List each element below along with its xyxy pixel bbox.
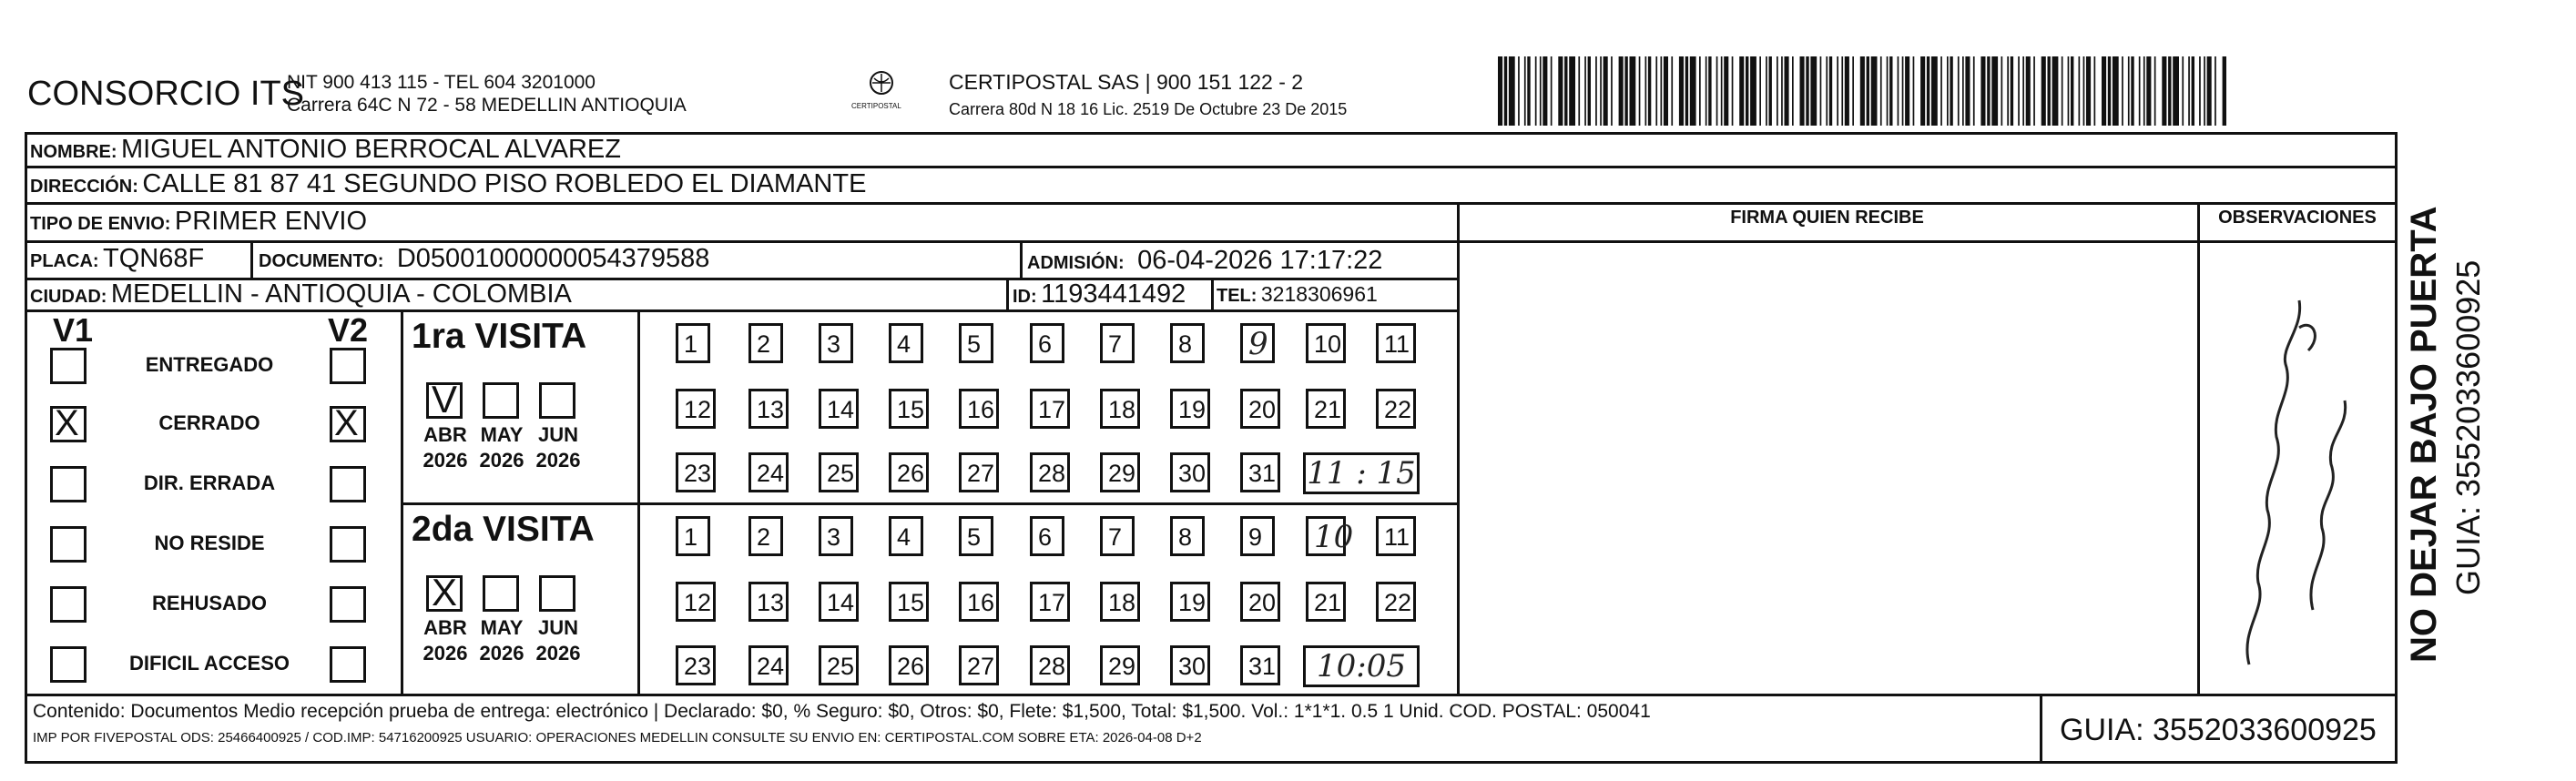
company-address: Carrera 64C N 72 - 58 MEDELLIN ANTIOQUIA — [287, 95, 687, 116]
day-box[interactable]: 19 — [1170, 389, 1210, 429]
day-box[interactable]: 23 — [676, 452, 716, 492]
day-box[interactable]: 20 — [1240, 389, 1280, 429]
direccion-value: CALLE 81 87 41 SEGUNDO PISO ROBLEDO EL DIAMANTE — [142, 169, 867, 198]
documento-value: D05001000000054379588 — [396, 244, 710, 273]
day-box[interactable]: 12 — [676, 389, 716, 429]
v2-checkbox[interactable] — [330, 348, 366, 384]
month-checkbox[interactable] — [539, 575, 575, 612]
month-label: ABR — [423, 616, 467, 639]
day-box[interactable]: 31 — [1240, 645, 1280, 685]
day-box[interactable]: 31 — [1240, 452, 1280, 492]
month-label: JUN — [537, 616, 578, 639]
v2-checkbox[interactable] — [330, 586, 366, 623]
day-box[interactable]: 18 — [1100, 582, 1140, 622]
month-label: JUN — [537, 423, 578, 446]
day-box[interactable]: 3 — [819, 516, 853, 556]
day-box[interactable]: 25 — [819, 452, 859, 492]
day-box[interactable]: 15 — [889, 389, 929, 429]
year-label: 2026 — [535, 449, 581, 472]
direccion-label: DIRECCIÓN: — [30, 177, 138, 197]
day-box[interactable]: 2 — [748, 516, 783, 556]
year-label: 2026 — [479, 449, 524, 472]
tel-label: TEL: — [1217, 286, 1257, 306]
tipo-envio-label: TIPO DE ENVIO: — [30, 214, 171, 234]
status-label: REHUSADO — [152, 592, 267, 614]
day-box[interactable]: 10 — [1306, 323, 1346, 363]
day-box[interactable]: 22 — [1376, 389, 1416, 429]
placa-value: TQN68F — [103, 244, 205, 273]
ciudad-value: MEDELLIN - ANTIOQUIA - COLOMBIA — [110, 279, 572, 309]
day-box[interactable]: 7 — [1100, 516, 1135, 556]
day-box[interactable]: 13 — [748, 389, 789, 429]
time-box[interactable] — [1303, 452, 1420, 494]
month-label: MAY — [480, 423, 524, 446]
day-box[interactable]: 2 — [748, 323, 783, 363]
postal-company: CERTIPOSTAL SAS | 900 151 122 - 2 — [949, 70, 1304, 94]
v1-checkbox[interactable] — [50, 403, 87, 443]
tel-value: 3218306961 — [1260, 282, 1378, 306]
month-checkbox[interactable] — [483, 382, 519, 419]
day-box[interactable]: 15 — [889, 582, 929, 622]
day-box[interactable]: 17 — [1030, 582, 1070, 622]
day-box[interactable]: 5 — [959, 516, 993, 556]
year-label: 2026 — [535, 642, 581, 664]
day-box[interactable]: 16 — [959, 582, 999, 622]
day-box[interactable]: 20 — [1240, 582, 1280, 622]
day-box[interactable]: 29 — [1100, 645, 1140, 685]
time-box[interactable] — [1303, 645, 1420, 687]
v1-checkbox[interactable] — [50, 586, 87, 623]
footer-imp: IMP POR FIVEPOSTAL ODS: 25466400925 / COD.IMP: 54716200925 USUARIO: OPERACIONES MEDELLIN CONSULTE SU ENVIO EN: CERTIPOSTAL.COM SOBRE ETA: 2026-04-08 D+2 — [33, 730, 1202, 746]
day-box[interactable]: 14 — [819, 389, 859, 429]
ciudad-label: CIUDAD: — [30, 287, 107, 307]
visit-title: 2da VISITA — [412, 510, 595, 549]
day-box[interactable]: 4 — [889, 516, 923, 556]
firma-header: FIRMA QUIEN RECIBE — [1730, 208, 1924, 228]
day-box[interactable] — [1306, 516, 1354, 556]
certipostal-logo-icon — [863, 69, 900, 106]
day-box[interactable]: 9 — [1240, 516, 1275, 556]
day-box[interactable]: 1 — [676, 323, 710, 363]
id-value: 1193441492 — [1041, 279, 1186, 309]
day-box[interactable]: 4 — [889, 323, 923, 363]
day-box[interactable]: 11 — [1376, 323, 1416, 363]
company-nit: NIT 900 413 115 - TEL 604 3201000 — [287, 72, 596, 93]
day-box[interactable]: 27 — [959, 452, 999, 492]
nombre-value: MIGUEL ANTONIO BERROCAL ALVAREZ — [121, 135, 621, 164]
day-box[interactable]: 29 — [1100, 452, 1140, 492]
month-label: MAY — [480, 616, 524, 639]
day-box[interactable]: 28 — [1030, 452, 1070, 492]
day-box[interactable]: 8 — [1170, 516, 1205, 556]
company-name: CONSORCIO ITS — [27, 75, 305, 113]
day-box[interactable]: 5 — [959, 323, 993, 363]
status-label: CERRADO — [158, 411, 260, 434]
month-label: ABR — [423, 423, 467, 446]
time-handwritten: 10:05 — [1317, 648, 1406, 685]
day-box[interactable]: 22 — [1376, 582, 1416, 622]
day-box[interactable]: 24 — [748, 452, 789, 492]
day-box[interactable]: 26 — [889, 452, 929, 492]
nombre-label: NOMBRE: — [30, 142, 117, 162]
day-box[interactable]: 1 — [676, 516, 710, 556]
month-checkbox[interactable] — [539, 382, 575, 419]
month-checkbox[interactable] — [426, 571, 463, 614]
barcode — [1498, 56, 2226, 126]
day-box[interactable]: 13 — [748, 582, 789, 622]
v1-checkbox[interactable] — [50, 646, 87, 683]
admision-label: ADMISIÓN: — [1027, 253, 1125, 273]
day-box[interactable]: 23 — [676, 645, 716, 685]
day-box[interactable]: 7 — [1100, 323, 1135, 363]
month-checkbox[interactable] — [426, 378, 463, 421]
id-label: ID: — [1013, 287, 1037, 307]
status-label: ENTREGADO — [145, 353, 274, 376]
day-box[interactable] — [1240, 323, 1275, 363]
time-handwritten: 11 : 15 — [1307, 455, 1416, 492]
v1-label: V1 — [53, 311, 94, 349]
month-mark: X — [432, 571, 458, 614]
v2-label: V2 — [328, 311, 369, 349]
day-box[interactable]: 21 — [1306, 582, 1346, 622]
day-box[interactable]: 30 — [1170, 452, 1210, 492]
placa-label: PLACA: — [30, 251, 99, 271]
side-warning: NO DEJAR BAJO PUERTA — [2404, 206, 2444, 663]
month-checkbox[interactable] — [483, 575, 519, 612]
year-label: 2026 — [423, 642, 468, 664]
status-label: NO RESIDE — [154, 532, 265, 554]
year-label: 2026 — [479, 642, 524, 664]
day-box[interactable]: 12 — [676, 582, 716, 622]
day-box[interactable]: 6 — [1030, 323, 1064, 363]
day-box[interactable]: 11 — [1376, 516, 1416, 556]
v2-checkbox[interactable] — [330, 646, 366, 683]
day-box[interactable]: 24 — [748, 645, 789, 685]
observaciones-header: OBSERVACIONES — [2218, 208, 2377, 228]
day-box[interactable]: 8 — [1170, 323, 1205, 363]
day-handwritten: 9 — [1248, 326, 1268, 362]
documento-label: DOCUMENTO: — [259, 251, 384, 271]
day-handwritten: 10 — [1314, 519, 1354, 555]
v1-checkbox[interactable] — [50, 348, 87, 384]
status-label: DIR. ERRADA — [143, 472, 276, 494]
year-label: 2026 — [423, 449, 468, 472]
v1-checkbox[interactable] — [50, 466, 87, 502]
day-box[interactable]: 6 — [1030, 516, 1064, 556]
footer-contenido: Contenido: Documentos Medio recepción prueba de entrega: electrónico | Declarado: $0, % Seguro: $0, Otros: $0, Flete: $1,500, Total: $1,500. Vol.: 1*1*1. 0.5 1 Unid. COD. POSTAL: 050041 — [33, 701, 1651, 722]
v2-checkbox[interactable] — [330, 403, 366, 443]
day-box[interactable]: 14 — [819, 582, 859, 622]
check-mark: X — [334, 403, 359, 443]
side-guia: GUIA: 3552033600925 — [2449, 259, 2487, 595]
day-box[interactable]: 30 — [1170, 645, 1210, 685]
admision-value: 06-04-2026 17:17:22 — [1137, 246, 1383, 275]
day-box[interactable]: 26 — [889, 645, 929, 685]
v2-checkbox[interactable] — [330, 466, 366, 502]
tipo-envio-value: PRIMER ENVIO — [174, 207, 368, 236]
day-box[interactable]: 3 — [819, 323, 853, 363]
observaciones-handwriting — [2213, 264, 2377, 683]
day-box[interactable]: 18 — [1100, 389, 1140, 429]
month-mark: V — [432, 378, 458, 421]
postal-address: Carrera 80d N 18 16 Lic. 2519 De Octubre 23 De 2015 — [949, 100, 1348, 118]
day-box[interactable]: 19 — [1170, 582, 1210, 622]
day-box[interactable]: 16 — [959, 389, 999, 429]
day-box[interactable]: 27 — [959, 645, 999, 685]
day-box[interactable]: 25 — [819, 645, 859, 685]
footer-guia: GUIA: 3552033600925 — [2060, 713, 2377, 747]
check-mark: X — [55, 403, 79, 443]
logo-text: CERTIPOSTAL — [851, 102, 901, 110]
status-label: DIFICIL ACCESO — [128, 652, 290, 674]
v1-checkbox[interactable] — [50, 526, 87, 563]
visit-title: 1ra VISITA — [412, 317, 587, 356]
day-box[interactable]: 28 — [1030, 645, 1070, 685]
day-box[interactable]: 17 — [1030, 389, 1070, 429]
day-box[interactable]: 21 — [1306, 389, 1346, 429]
v2-checkbox[interactable] — [330, 526, 366, 563]
